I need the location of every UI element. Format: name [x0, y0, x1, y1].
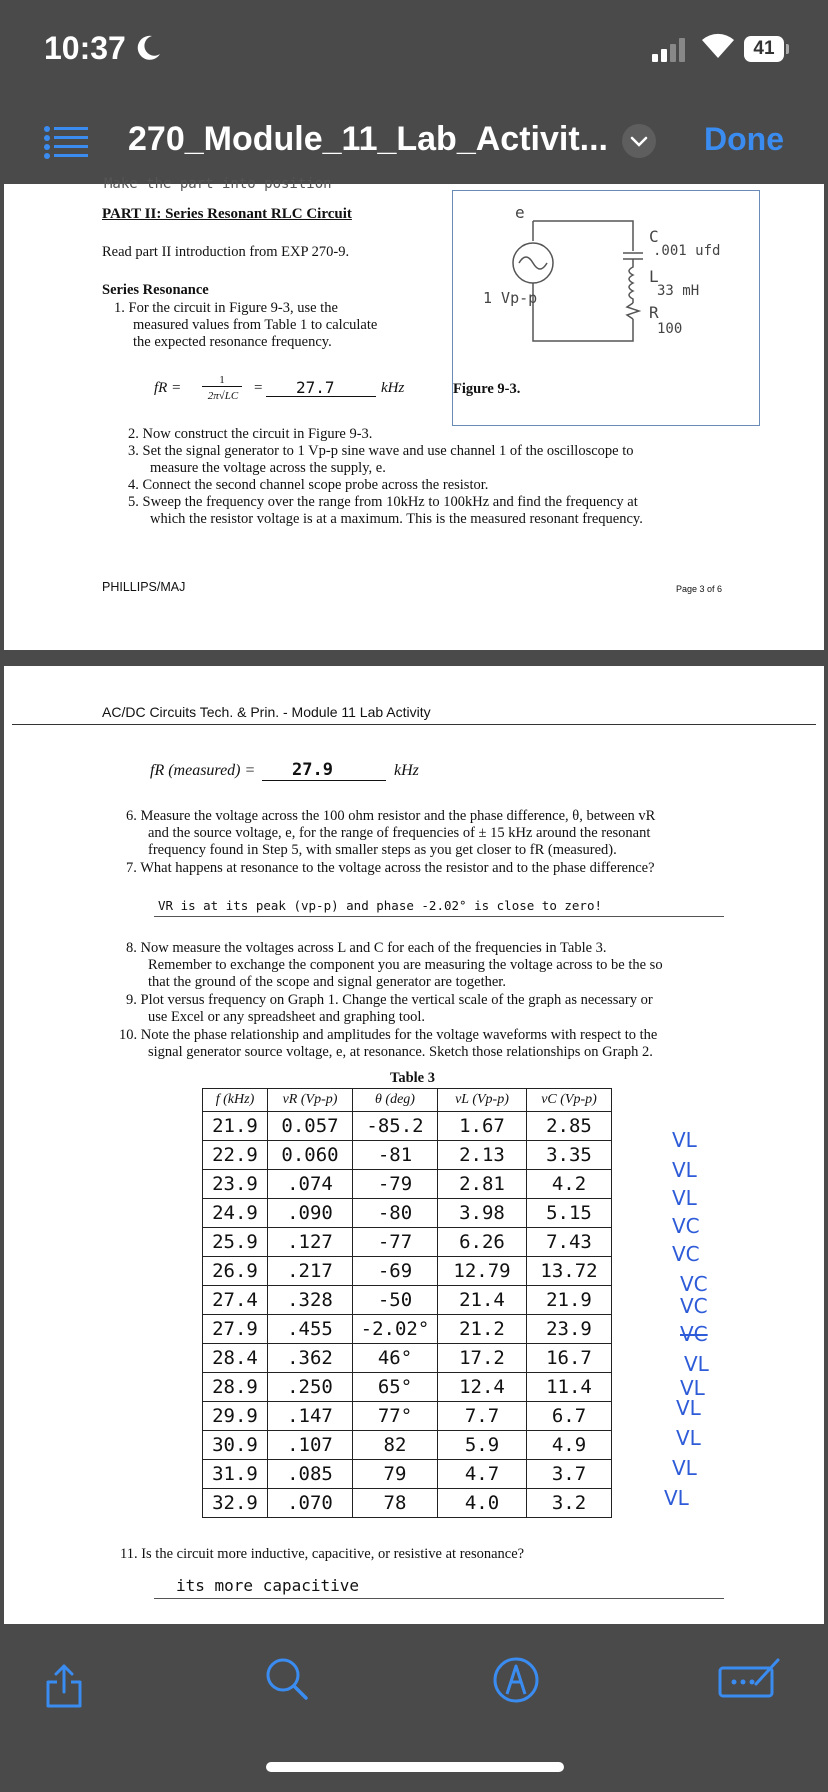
cell: 7.43 — [527, 1228, 612, 1257]
col-header: vL (Vp-p) — [438, 1089, 527, 1112]
side-note: VC — [680, 1272, 708, 1296]
part-title: PART II: Series Resonant RLC Circuit — [102, 206, 352, 222]
cell: 4.0 — [438, 1489, 527, 1518]
figure-l-value: 33 mH — [657, 283, 700, 299]
table-row — [203, 1344, 612, 1373]
footer-right: Page 3 of 6 — [676, 584, 723, 594]
side-note: VL — [672, 1456, 697, 1480]
table-row — [203, 1228, 612, 1257]
table-row — [203, 1199, 612, 1228]
side-note: VC — [680, 1294, 708, 1318]
page-header: AC/DC Circuits Tech. & Prin. - Module 11 Lab Activity — [102, 704, 431, 720]
cell: 0.060 — [268, 1141, 353, 1170]
cell: 6.26 — [438, 1228, 527, 1257]
status-bar — [0, 0, 828, 100]
figure-r-label: R — [649, 303, 659, 322]
table-title: Table 3 — [390, 1070, 435, 1086]
cell: 5.15 — [527, 1199, 612, 1228]
col-header: vR (Vp-p) — [268, 1089, 353, 1112]
wifi-icon — [700, 30, 736, 60]
cell: 2.85 — [527, 1112, 612, 1141]
moon-icon — [136, 34, 162, 69]
figure-e-label: e — [515, 203, 525, 222]
step-9: 9. Plot versus frequency on Graph 1. Change the vertical scale of the graph as necessary or use Excel or any spreadsheet and graphing tool. — [126, 992, 653, 1025]
done-button[interactable]: Done — [704, 121, 784, 157]
cell: 12.79 — [438, 1257, 527, 1286]
cell: 13.72 — [527, 1257, 612, 1286]
cell: 28.9 — [203, 1373, 268, 1402]
home-indicator[interactable] — [266, 1762, 564, 1772]
table-row — [203, 1431, 612, 1460]
cell: 11.4 — [527, 1373, 612, 1402]
cell: .074 — [268, 1170, 353, 1199]
cell: 77° — [353, 1402, 438, 1431]
cell: 30.9 — [203, 1431, 268, 1460]
figure-r-value: 100 — [657, 321, 683, 337]
markup-icon[interactable] — [492, 1656, 540, 1709]
figure-caption: Figure 9-3. — [453, 381, 521, 397]
cell: 6.7 — [527, 1402, 612, 1431]
col-header: f (kHz) — [203, 1089, 268, 1112]
table-row — [203, 1170, 612, 1199]
cell: 4.2 — [527, 1170, 612, 1199]
step-6: 6. Measure the voltage across the 100 ohm resistor and the phase difference, θ, between vR and the source voltage, e, for the range of frequencies of ± 15 kHz around the resonant frequency found in Step 5, with smaller steps as you get closer to fR (measured). — [126, 808, 656, 858]
cell: 82 — [353, 1431, 438, 1460]
figure-source-label: 1 Vp-p — [483, 289, 538, 307]
cell: -69 — [353, 1257, 438, 1286]
fr-measured-value: 27.9 — [292, 760, 333, 780]
step-10: 10. Note the phase relationship and amplitudes for the voltage waveforms with respect to the signal generator source voltage, e, at resonance. Sketch those relationships on Graph 2. — [119, 1027, 658, 1060]
table-row — [203, 1402, 612, 1431]
answer-11-line — [154, 1598, 724, 1599]
cell: 4.7 — [438, 1460, 527, 1489]
cell: 7.7 — [438, 1402, 527, 1431]
cell: 3.98 — [438, 1199, 527, 1228]
answer-7: VR is at its peak (vp-p) and phase -2.02° is close to zero! — [158, 898, 603, 913]
cell: -80 — [353, 1199, 438, 1228]
cell: 31.9 — [203, 1460, 268, 1489]
cell: 23.9 — [203, 1170, 268, 1199]
cell: 17.2 — [438, 1344, 527, 1373]
table-row — [203, 1315, 612, 1344]
table-row — [203, 1112, 612, 1141]
table-row — [203, 1286, 612, 1315]
cell: 5.9 — [438, 1431, 527, 1460]
read-intro: Read part II introduction from EXP 270-9. — [102, 244, 350, 260]
side-note: VL — [676, 1396, 701, 1420]
cell: .127 — [268, 1228, 353, 1257]
figure-c-value: .001 ufd — [653, 243, 721, 259]
header-rule — [12, 724, 816, 725]
cell: .085 — [268, 1460, 353, 1489]
cell: 21.4 — [438, 1286, 527, 1315]
fr-measured-underline — [262, 780, 386, 781]
side-note: VC — [672, 1214, 700, 1238]
step-7: 7. What happens at resonance to the voltage across the resistor and to the phase difference? — [126, 860, 655, 876]
cell: 25.9 — [203, 1228, 268, 1257]
col-header: vC (Vp-p) — [527, 1089, 612, 1112]
fr-value: 27.7 — [296, 378, 335, 397]
pdf-page-3[interactable] — [4, 176, 824, 650]
cell: 27.9 — [203, 1315, 268, 1344]
cell: 4.9 — [527, 1431, 612, 1460]
cell: 29.9 — [203, 1402, 268, 1431]
list-icon[interactable] — [44, 124, 88, 160]
cell: 22.9 — [203, 1141, 268, 1170]
table-row — [203, 1373, 612, 1402]
cell: .070 — [268, 1489, 353, 1518]
step-8: 8. Now measure the voltages across L and C for each of the frequencies in Table 3. Remember to exchange the component you are measuring the voltage across to be the so that the ground of the scope and signal generator are together. — [126, 940, 663, 990]
steps-2-5: 2. Now construct the circuit in Figure 9-3. 3. Set the signal generator to 1 Vp-p sine wave and use channel 1 of the oscilloscope to measure the voltage across the supply, e. 4. Connect the second channel scope probe across the resistor. 5. Sweep the frequency over the range from 10kHz to 100kHz and find the frequency at which the resistor voltage is at a maximum. This is the measured resonant frequency. — [128, 426, 643, 527]
cell: 0.057 — [268, 1112, 353, 1141]
share-icon[interactable] — [44, 1662, 84, 1715]
cell: 28.4 — [203, 1344, 268, 1373]
cell: .250 — [268, 1373, 353, 1402]
more-edit-icon[interactable] — [716, 1654, 784, 1705]
cell: 23.9 — [527, 1315, 612, 1344]
cell: -85.2 — [353, 1112, 438, 1141]
side-note: VL — [672, 1128, 697, 1152]
cell: 26.9 — [203, 1257, 268, 1286]
side-note: VL — [672, 1186, 697, 1210]
cell: -79 — [353, 1170, 438, 1199]
table-header-row — [203, 1089, 612, 1112]
cut-header: Make the part into position — [104, 176, 332, 192]
side-note: VL — [676, 1426, 701, 1450]
table-row — [203, 1460, 612, 1489]
fr-equals: = — [254, 380, 263, 396]
cell: 3.2 — [527, 1489, 612, 1518]
cell: 24.9 — [203, 1199, 268, 1228]
cell: -77 — [353, 1228, 438, 1257]
table-row — [203, 1489, 612, 1518]
cell: -2.02° — [353, 1315, 438, 1344]
battery-icon: 41 — [744, 36, 784, 62]
cell: 46° — [353, 1344, 438, 1373]
cell: 78 — [353, 1489, 438, 1518]
side-note: VC — [672, 1242, 700, 1266]
cell: 3.35 — [527, 1141, 612, 1170]
cell: -50 — [353, 1286, 438, 1315]
cell: .107 — [268, 1431, 353, 1460]
crossed-side-note: VC — [680, 1322, 708, 1346]
step-11: 11. Is the circuit more inductive, capacitive, or resistive at resonance? — [120, 1546, 525, 1562]
cell: 21.2 — [438, 1315, 527, 1344]
cellular-signal-icon — [652, 36, 688, 62]
table-3 — [202, 1088, 612, 1518]
cell: 32.9 — [203, 1489, 268, 1518]
pdf-page-4[interactable] — [4, 666, 824, 1624]
fr-measured-label: fR (measured) = — [150, 762, 256, 779]
cell: 16.7 — [527, 1344, 612, 1373]
cell: 27.4 — [203, 1286, 268, 1315]
answer-7-line — [154, 916, 724, 917]
side-note: VL — [680, 1376, 705, 1400]
battery-tip — [786, 44, 789, 54]
cell: 21.9 — [527, 1286, 612, 1315]
document-title[interactable]: 270_Module_11_Lab_Activit... — [128, 120, 608, 158]
answer-11: its more capacitive — [176, 1576, 360, 1595]
cell: -81 — [353, 1141, 438, 1170]
series-heading: Series Resonance — [102, 282, 209, 298]
fr-label: fR = — [154, 380, 182, 396]
figure-l-label: L — [649, 267, 659, 286]
cell: .090 — [268, 1199, 353, 1228]
cell: 79 — [353, 1460, 438, 1489]
side-note: VL — [664, 1486, 689, 1510]
side-note: VL — [684, 1352, 709, 1376]
fr-unit: kHz — [381, 380, 405, 396]
chevron-down-icon[interactable] — [622, 124, 656, 158]
cell: .147 — [268, 1402, 353, 1431]
fr-formula-numerator: 1 — [202, 374, 242, 387]
cell: 65° — [353, 1373, 438, 1402]
cell: .328 — [268, 1286, 353, 1315]
cell: .362 — [268, 1344, 353, 1373]
cell: .455 — [268, 1315, 353, 1344]
cell: 3.7 — [527, 1460, 612, 1489]
table-row — [203, 1141, 612, 1170]
cell: 21.9 — [203, 1112, 268, 1141]
figure-9-3 — [452, 190, 760, 426]
table-row — [203, 1257, 612, 1286]
side-note: VL — [672, 1158, 697, 1182]
cell: 12.4 — [438, 1373, 527, 1402]
footer-left: PHILLIPS/MAJ — [102, 580, 186, 594]
fr-formula-denominator: 2π√LC — [207, 390, 239, 402]
col-header: θ (deg) — [353, 1089, 438, 1112]
figure-c-label: C — [649, 227, 659, 246]
cell: 2.81 — [438, 1170, 527, 1199]
fr-measured-unit: kHz — [394, 762, 419, 779]
cell: 1.67 — [438, 1112, 527, 1141]
status-time: 10:37 — [44, 30, 126, 66]
cell: .217 — [268, 1257, 353, 1286]
step-1: 1. For the circuit in Figure 9-3, use the measured values from Table 1 to calculate the expected resonance frequency. — [114, 300, 378, 350]
cell: 2.13 — [438, 1141, 527, 1170]
search-icon[interactable] — [264, 1656, 310, 1707]
